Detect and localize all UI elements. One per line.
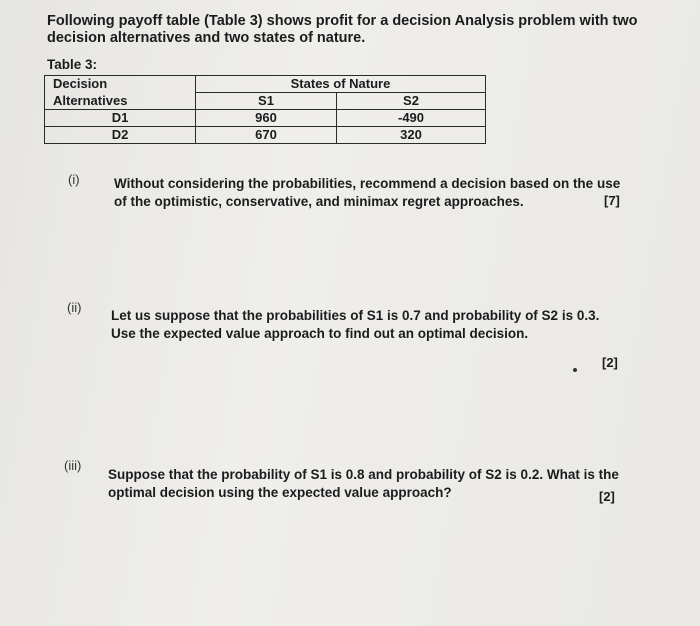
column-header-s2: S2 [337,93,486,110]
row-label-d2: D2 [45,127,196,144]
cell-d2-s2: 320 [337,127,486,144]
intro-heading: Following payoff table (Table 3) shows profit for a decision Analysis problem with two decision alternatives and two states of nature. [47,13,638,46]
row-label-d1: D1 [45,110,196,127]
header-decision: Decision [45,76,196,93]
cell-d2-s1: 670 [196,127,337,144]
question-number-i: (i) [68,172,80,187]
question-text-ii: Let us suppose that the probabilities of S1 is 0.7 and probability of S2 is 0.3. Use the expected value approach to find out an optimal decision. [111,308,600,341]
header-states-of-nature: States of Nature [196,76,486,93]
payoff-table [44,75,486,144]
cell-d1-s2: -490 [337,110,486,127]
header-alternatives: Alternatives [45,93,196,110]
question-marks-ii: [2] [602,355,618,370]
column-header-s1: S1 [196,93,337,110]
cell-d1-s1: 960 [196,110,337,127]
table-row [45,110,486,127]
question-number-iii: (iii) [64,458,82,473]
question-number-ii: (ii) [67,300,82,315]
table-header-row [45,76,486,93]
question-marks-iii: [2] [599,489,615,504]
table-subheader-row [45,93,486,110]
question-text-iii: Suppose that the probability of S1 is 0.8 and probability of S2 is 0.2. What is the optimal decision using the expected value approach? [108,467,619,500]
table-row [45,127,486,144]
question-text-i: Without considering the probabilities, recommend a decision based on the use of the optimistic, conservative, and minimax regret approaches. [114,176,621,209]
stray-dot [573,368,577,372]
table-caption: Table 3: [47,57,98,72]
question-marks-i: [7] [604,193,620,208]
